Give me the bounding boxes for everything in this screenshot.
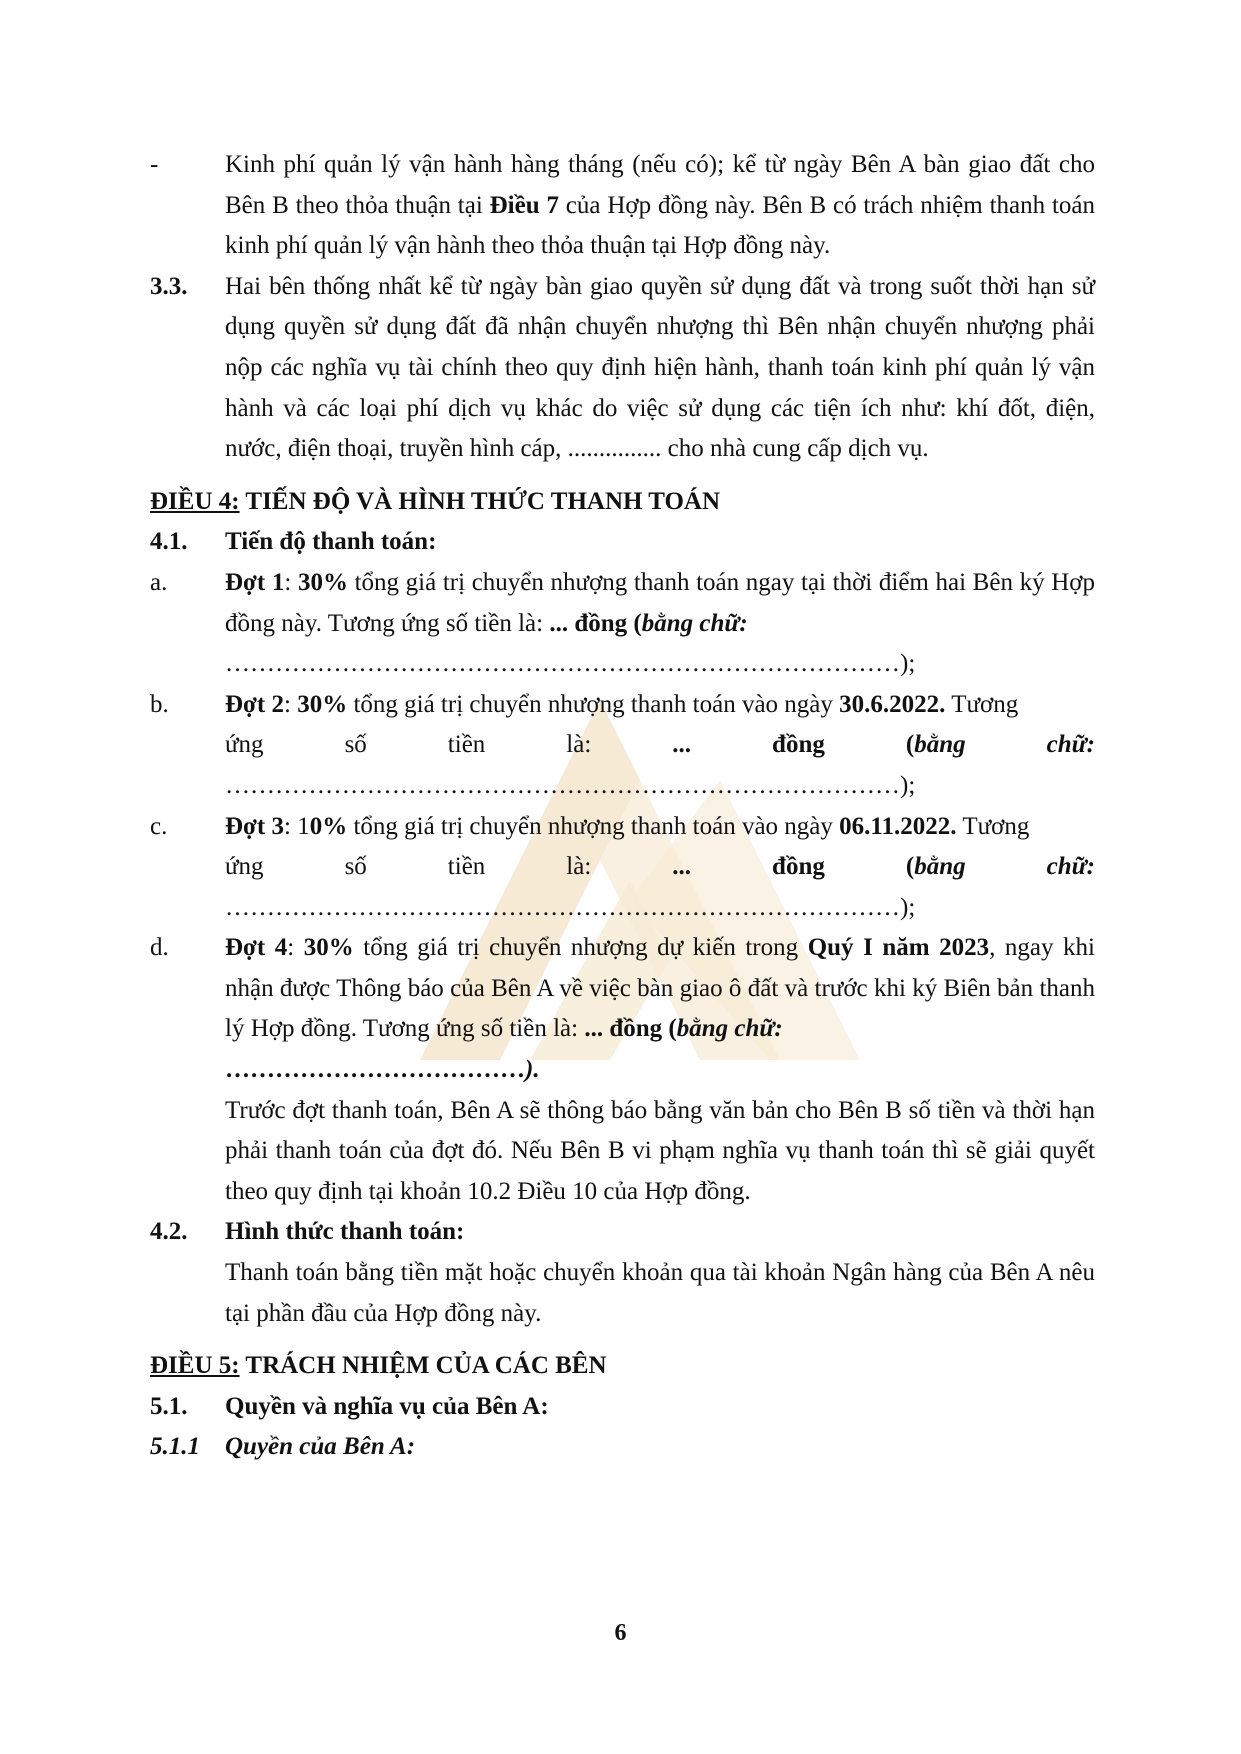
section-label: 3.3.	[150, 272, 188, 300]
item-text: Kinh phí quản lý vận hành hàng tháng (nếu có); kể từ ngày Bên A bàn giao đất cho Bên B theo thỏa thuận tại Điều 7 của Hợp đồng này. Bên B có trách nhiệm thanh toán kinh phí quản lý vận hành theo thỏa thuận tại Hợp đồng này.	[225, 151, 1095, 260]
article-4-heading: ĐIỀU 4: TIẾN ĐỘ VÀ HÌNH THỨC THANH TOÁN	[150, 487, 721, 515]
section-3-3	[150, 267, 1095, 470]
section-4-2-text: Thanh toán bằng tiền mặt hoặc chuyển khoản qua tài khoản Ngân hàng của Bên A nêu tại phần đầu của Hợp đồng này.	[225, 1259, 1095, 1327]
section-5-1-1: 5.1.1 Quyền của Bên A:	[150, 1433, 416, 1461]
section-text: Hai bên thống nhất kể từ ngày bàn giao quyền sử dụng đất và trong suốt thời hạn sử dụng quyền sử dụng đất đã nhận chuyển nhượng thì Bên nhận chuyển nhượng phải nộp các nghĩa vụ tài chính theo quy định hiện hành, thanh toán kinh phí quản lý vận hành và các loại phí dịch vụ khác do việc sử dụng các tiện ích như: khí đốt, điện, nước, điện thoại, truyền hình cáp, ............... cho nhà cung cấp dịch vụ.	[225, 272, 1095, 463]
section-4-1: 4.1. Tiến độ thanh toán:	[150, 528, 437, 556]
section-4-2: 4.2. Hình thức thanh toán:	[150, 1218, 465, 1246]
installment-note: Trước đợt thanh toán, Bên A sẽ thông báo bằng văn bản cho Bên B số tiền và thời hạn phải thanh toán của đợt đó. Nếu Bên B vi phạm nghĩa vụ thanh toán thì sẽ giải quyết theo quy định tại khoản 10.2 Điều 10 của Hợp đồng.	[225, 1096, 1095, 1205]
item-label: -	[150, 151, 159, 178]
installment-b: b. Đợt 2: 30% tổng giá trị chuyển nhượng thanh toán vào ngày 30.6.2022. Tương ứng số tiền là: ... đồng (bằng chữ: ………………………………………………………………………);	[150, 690, 1095, 799]
page-number: 6	[614, 1620, 627, 1646]
document-body	[150, 145, 1095, 1468]
section-5-1: 5.1. Quyền và nghĩa vụ của Bên A:	[150, 1392, 549, 1420]
item-dash	[150, 145, 1095, 267]
installment-c: c. Đợt 3: 10% tổng giá trị chuyển nhượng thanh toán vào ngày 06.11.2022. Tương ứng số tiền là: ... đồng (bằng chữ: ………………………………………………………………………);	[150, 812, 1095, 921]
article-5-heading: ĐIỀU 5: TRÁCH NHIỆM CỦA CÁC BÊN	[150, 1352, 607, 1380]
installment-d: d. Đợt 4: 30% tổng giá trị chuyển nhượng dự kiến trong Quý I năm 2023, ngay khi nhận được Thông báo của Bên A về việc bàn giao ô đất và trước khi ký Biên bản thanh lý Hợp đồng. Tương ứng số tiền là: ... đồng (bằng chữ: ………………………………).	[150, 934, 1096, 1084]
installment-a: a. Đợt 1: 30% tổng giá trị chuyển nhượng thanh toán ngay tại thời điểm hai Bên ký Hợp đồng này. Tương ứng số tiền là: ... đồng (bằng chữ: ………………………………………………………………………);	[150, 568, 1095, 678]
